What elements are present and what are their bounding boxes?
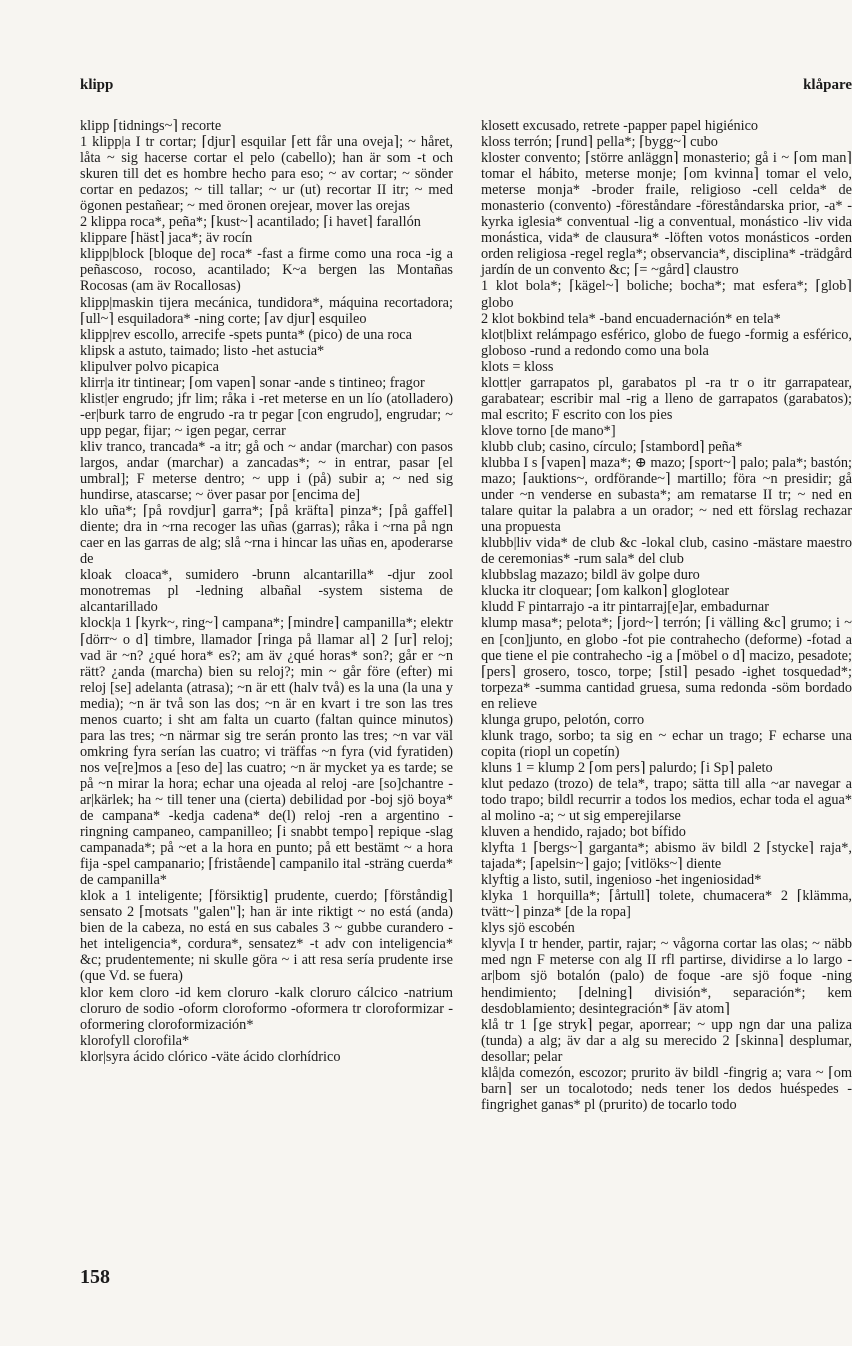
dictionary-entry: klipp|maskin tijera mecánica, tundidora*, máquina recortadora; ⌈ull~⌉ esquiladora* -ning corte; ⌈av djur⌉ esquileo [80,294,453,327]
dictionary-entry: klyka 1 horquilla*; ⌈årtull⌉ tolete, chumacera* 2 ⌈klämma, tvätt~⌉ pinza* [de la ropa] [481,888,852,921]
dictionary-entry: klock|a 1 ⌈kyrk~, ring~⌉ campana*; ⌈mindre⌉ campanilla*; elektr ⌈dörr~ o d⌉ timbre, llamador ⌈ringa på llamar al⌉ 2 ⌈ur⌉ reloj; vad är ~n? ¿qué hora* es?; am äv ¿qué horas* son?; går er ~n rätt? ¿anda (marcha) bien su reloj?; min ~ går före (efter) mi reloj [se] adelanta (atrasa); ~n är ett (halv två) es la una (la una y media); ~n är två son las dos; ~n är en kvart i tre son las tres menos cuarto; i sht am falta un cuarto (faltan quince minutos) para las tres; ~n närmar sig tre serán pronto las tres; ~n var väl omkring fyra serían las cuatro; vi träffas ~n fyra (vid fyratiden) nos ve[re]mos a [eso de] las cuatro; ~n är mycket ya es tarde; se på ~n mirar la hora; echar una ojeada al reloj -are [so]chantre -ar|kärlek; ha ~ till tener una (cierta) debilidad por -boj sjö boya* de campana* -kedja cadena* de(l) reloj -ren a argentino -ringning campaneo, campanilleo; ⌈i snabbt tempo⌉ repique -slag campanada*; på ~et a la hora en punto; på ett bestämt ~ a hora fija -spel campanario; ⌈fristående⌉ campanilo ital -sträng cuerda* de campanilla* [80,615,453,889]
dictionary-entry: kloak cloaca*, sumidero -brunn alcantarilla* -djur zool monotremas pl -ledning albañal -system sistema de alcantarillado [80,567,453,616]
dictionary-entry: kliv tranco, trancada* -a itr; gå och ~ andar (marchar) con pasos largos, andar (marchar) a zancadas*; ~ in entrar, pasar [el umbral]; F meterse dentro; ~ upp i (på) subir a; ~ ned sig hundirse, atascarse; ~ över pasar por [encima de] [80,438,453,504]
dictionary-entry: klubb club; casino, círculo; ⌈stambord⌉ peña* [481,438,743,455]
dictionary-entry: klor|syra ácido clórico -väte ácido clorhídrico [80,1048,341,1065]
dictionary-entry: klipsk a astuto, taimado; listo -het astucia* [80,342,325,359]
dictionary-entry: klut pedazo (trozo) de tela*, trapo; sätta till alla ~ar navegar a todo trapo; bildl recurrir a todos los medios, echar toda el agua* al molino -a; ~ ut sig emperejilarse [481,775,852,825]
dictionary-entry: klor kem cloro -id kem cloruro -kalk cloruro cálcico -natrium cloruro de sodio -oform cloroformo -oformera tr cloroformizar -oformering cloroformización* [80,984,453,1033]
dictionary-entry: klipp|rev escollo, arrecife -spets punta* (pico) de una roca [80,326,412,343]
dictionary-entry: klots = kloss [481,358,554,375]
dictionary-entry: klove torno [de mano*] [481,422,616,439]
dictionary-entry: klunk trago, sorbo; ta sig en ~ echar un trago; F echarse una copita (riopl un copetín) [481,727,852,760]
dictionary-entry: klok a 1 inteligente; ⌈försiktig⌉ prudente, cuerdo; ⌈förståndig⌉ sensato 2 ⌈motsats "galen"⌉; han är inte riktigt ~ no está (anda) bien de la cabeza, no está en sus cabales 3 ~ gubbe curandero -het inteligencia*, cordura*, sensatez* -t adv con inteligencia* &c; prudentemente; ni skulle göra ~ i att resa sería prudente irse (que Vd. se fuera) [80,888,453,985]
dictionary-entry: kloss terrón; ⌈rund⌉ pella*; ⌈bygg~⌉ cubo [481,134,718,151]
dictionary-entry: kloster convento; ⌈större anläggn⌉ monasterio; gå i ~ ⌈om man⌉ tomar el hábito, meterse monje; ⌈om kvinna⌉ tomar el velo, meterse monja* -broder fraile, religioso -cell celda* de monasterio (convento) -föreståndare -föreståndarska prior, -a* -kyrka iglesia* conventual -lig a conventual, monástico -liv vida monástica, vida* de clausura* -löften votos monásticos -orden orden religiosa -regel regla*; observancia*, disciplina* -trädgård jardín de un convento &c; ⌈= ~gård⌉ claustro [481,150,852,279]
dictionary-entry: 2 klot bokbind tela* -band encuadernación* en tela* [481,310,781,327]
dictionary-entry: 1 klot bola*; ⌈kägel~⌉ boliche; bocha*; mat esfera*; ⌈glob⌉ globo [481,278,852,311]
dictionary-entry: klyv|a I tr hender, partir, rajar; ~ vågorna cortar las olas; ~ näbb med ngn F meterse con alg II rfl partirse, dividirse a lo largo -ar|bom sjö botalón (palo) de foque -are sjö foque -ning hendimiento; ⌈delning⌉ división*, separación*; kem desdoblamiento; desintegración* ⌈äv atom⌉ [481,936,852,1017]
dictionary-entry: klipp|block [bloque de] roca* -fast a firme como una roca -ig a peñascoso, rocoso, acantilado; K~a bergen las Montañas Rocosas (am äv Rocallosas) [80,246,453,295]
dictionary-entry: klubbslag mazazo; bildl äv golpe duro [481,567,700,584]
right-column [481,118,852,1113]
running-head-left: klipp [80,77,114,93]
dictionary-entry: klunga grupo, pelotón, corro [481,711,645,728]
dictionary-entry: klosett excusado, retrete -papper papel higiénico [481,118,759,134]
left-column [80,118,453,1065]
dictionary-entry: klipulver polvo picapica [80,358,219,375]
dictionary-entry: klubba I s ⌈vapen⌉ maza*; ⊕ mazo; ⌈sport~⌉ palo; pala*; bastón; mazo; ⌈auktions~, ordförande~⌉ martillo; föra ~n presidir; gå under ~n venderse en subasta*; am rematarse II tr; ~ ned en talare quitar la palabra a un orador; ~ ned ett förslag rechazar una propuesta [481,454,852,536]
dictionary-entry: klå tr 1 ⌈ge stryk⌉ pegar, aporrear; ~ upp ngn dar una paliza (tunda) a alg; äv dar a alg su merecido 2 ⌈skinna⌉ desplumar, desollar; pelar [481,1016,852,1065]
dictionary-entry: klys sjö escobén [481,920,575,937]
dictionary-entry: klipp ⌈tidnings~⌉ recorte [80,118,222,134]
dictionary-entry: klott|er garrapatos pl, garabatos pl -ra tr o itr garrapatear, garabatear; escribir mal -rig a lleno de garrapatos (garabatos); mal escrito; F escrito con los pies [481,374,852,423]
running-head-right: klåpare [803,77,852,93]
dictionary-entry: klot|blixt relámpago esférico, globo de fuego -formig a esférico, globoso -rund a redondo como una bola [481,326,852,359]
dictionary-entry: 2 klippa roca*, peña*; ⌈kust~⌉ acantilado; ⌈i havet⌉ farallón [80,214,421,231]
dictionary-entry: klippare ⌈häst⌉ jaca*; äv rocín [80,230,253,247]
dictionary-entry: klump masa*; pelota*; ⌈jord~⌉ terrón; ⌈i välling &c⌉ grumo; i ~ en [con]junto, en globo -fot pie contrahecho (deforme) -fotad a que tiene el pie contrahecho -ig a ⌈möbel o d⌉ macizo, pesadote; ⌈pers⌉ grosero, tosco, torpe; ⌈stil⌉ pesado -ighet tosquedad*; torpeza* -summa cantidad gruesa, suma redonda -söm bordado en relieve [481,615,852,712]
dictionary-entry: kluven a hendido, rajado; bot bífido [481,824,686,841]
dictionary-entry: klyftig a listo, sutil, ingenioso -het ingeniosidad* [481,872,762,889]
dictionary-entry: klorofyll clorofila* [80,1032,190,1049]
dictionary-entry: kluns 1 = klump 2 ⌈om pers⌉ palurdo; ⌈i Sp⌉ paleto [481,759,773,776]
dictionary-entry: 1 klipp|a I tr cortar; ⌈djur⌉ esquilar ⌈ett får una oveja⌉; ~ håret, låta ~ sig hacerse cortar el pelo (cabello); han är som -t och skuren till det es hombre hecho para eso; ~ av cortar; ~ sönder cortar en pedazos; ~ till tallar; ~ ur (ut) recortar II itr; ~ med ögonen pestañear; ~ med öronen orejear, mover las orejas [80,134,453,215]
dictionary-entry: klyfta 1 ⌈bergs~⌉ garganta*; abismo äv bildl 2 ⌈stycke⌉ raja*, tajada*; ⌈apelsin~⌉ gajo; ⌈vitlöks~⌉ diente [481,840,852,873]
dictionary-entry: klucka itr cloquear; ⌈om kalkon⌉ gloglotear [481,583,730,600]
dictionary-entry: klo uña*; ⌈på rovdjur⌉ garra*; ⌈på kräfta⌉ pinza*; ⌈på gaffel⌉ diente; dra in ~rna recoger las uñas (garras); råka i ~rna på ngn caer en las garras de alg; slå ~rna i hincar las uñas en, apoderarse de [80,503,453,568]
page-number: 158 [80,1266,110,1288]
dictionary-entry: kludd F pintarrajo -a itr pintarraj[e]ar, embadurnar [481,599,770,616]
dictionary-entry: klist|er engrudo; jfr lim; råka i -ret meterse en un lío (atolladero) -er|burk tarro de engrudo -ra tr pegar [con engrudo], engrudar; ~ upp pegar, fijar; ~ igen pegar, cerrar [80,390,453,439]
dictionary-entry: klå|da comezón, escozor; prurito äv bildl -fingrig a; vara ~ ⌈om barn⌉ ser un tocalotodo; neds tener los dedos huéspedes -fingrighet ganas* pl (prurito) de tocarlo todo [481,1064,852,1113]
dictionary-entry: klirr|a itr tintinear; ⌈om vapen⌉ sonar -ande s tintineo; fragor [80,374,425,391]
dictionary-entry: klubb|liv vida* de club &c -lokal club, casino -mästare maestro de ceremonias* -rum sala* del club [481,535,852,568]
